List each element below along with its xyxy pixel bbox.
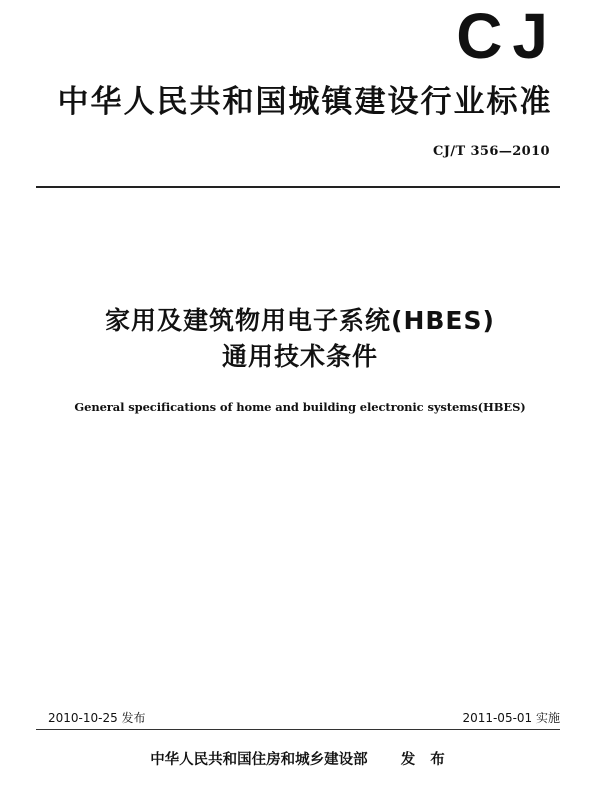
english-title: General specifications of home and building electronic systems(HBES) xyxy=(74,400,526,414)
cj-logo-text: CJ xyxy=(456,0,558,72)
bottom-divider xyxy=(36,729,560,730)
cj-logo xyxy=(408,0,558,72)
issue-date: 2010-10-25 发布 xyxy=(48,711,146,725)
document-title-line-1: 家用及建筑物用电子系统(HBES) xyxy=(105,306,495,335)
publisher-name: 中华人民共和国住房和城乡建设部 xyxy=(150,752,368,768)
publisher-label: 发 布 xyxy=(400,752,450,768)
publisher xyxy=(90,749,510,771)
document-title xyxy=(70,303,530,375)
standard-code: CJ/T 356—2010 xyxy=(433,144,550,159)
document-title-line-2: 通用技术条件 xyxy=(221,342,378,371)
implementation-date: 2011-05-01 实施 xyxy=(462,711,560,725)
top-divider xyxy=(36,186,560,188)
standard-title: 中华人民共和国城镇建设行业标准 xyxy=(57,84,553,120)
